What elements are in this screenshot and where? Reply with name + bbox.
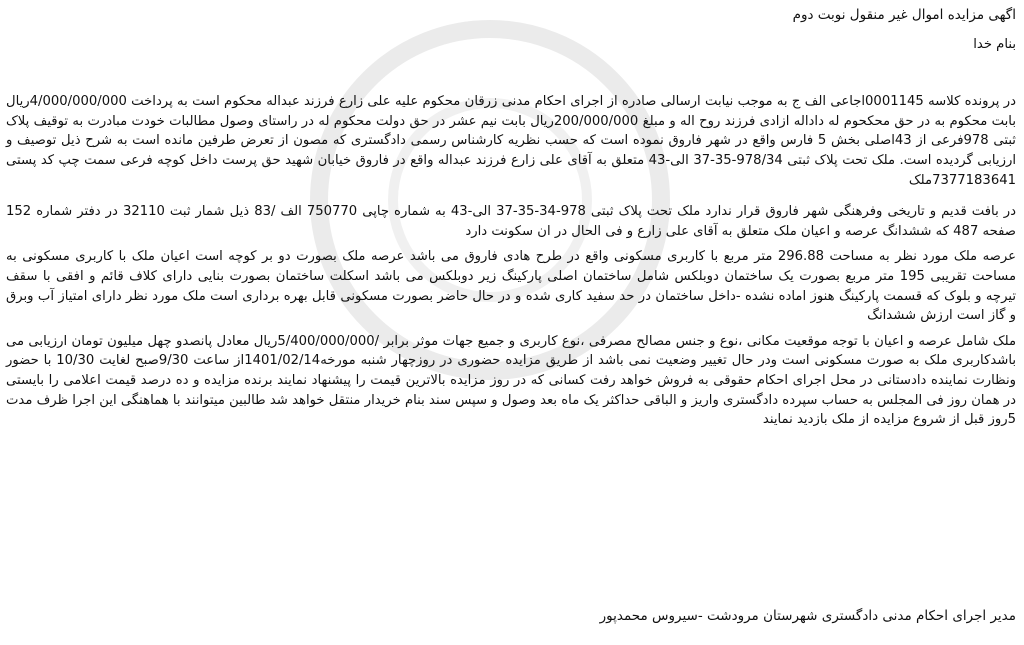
- paragraph-property-description: عرصه ملک مورد نظر به مساحت 296.88 متر مربع با کاربری مسکونی واقع در طرح هادی فاروق می باشد عرصه ملک بصورت دو بر کوچه است اعیان ملک با کاربری مسکونی به مساحت تقریبی 195 متر مربع بصورت یک ساختمان دوبلکس شامل ساختمان اصلی پارکینگ زیر دوبلکس می باشد اسکلت ساختمان بصورت بنایی دارای کلاف قائم و افقی با سقف تیرچه و بلوک که قسمت پارکینگ هنوز اماده نشده -داخل ساختمان در حد سفید کاری شده و در حال حاضر بصورت مسکونی قابل بهره برداری است ملک مورد نظر دارای امتیاز آب وبرق و گاز است ارزش ششدانگ: [6, 249, 1017, 324]
- document-body: [6, 6, 1016, 430]
- paragraph-case-details: در پرونده کلاسه 0001145اجاعی الف ج به موجب نیابت ارسالی صادره از اجرای احکام مدنی زرقان محکوم علیه علی زارع فرزند عبداله محکوم است به پرداخت 4/000/000/000ریال بابت محکوم به در حق محکحوم له داداله ازادی فرزند روح اله و مبلغ 200/000/000ریال بابت نیم عشر در حق دولت محکوم له در راستای وصول مطالبات خودت مبادرت به توقیف پلاک ثبتی 978فرعی از 43اصلی بخش 5 فارس واقع در شهر فاروق نموده است که حسب نظریه کارشناس رسمی دادگستری که مصون از تعرض طرفین مانده است به شرح ذیل توصیف و ارزیابی گردیده است. ملک تحت پلاک ثبتی 978/34-35-37 الی-43 متعلق به آقای علی زارع فرزند عبداله واقع در فاروق خیابان شهید حق پرست داخل کوچه فرعی سمت چپ کد پستی 7377183641ملک: [6, 94, 1016, 188]
- paragraph-auction-terms: ملک شامل عرصه و اعیان با توجه موقعیت مکانی ،نوع و جنس مصالح مصرفی ،نوع کاربری و جمیع جهات موثر برابر /5/400/000/000ریال معادل پانصدو چهل میلیون تومان ارزیابی می باشدکاربری ملک به صورت مسکونی است ودر حال تغییر وضعیت نمی باشد از طریق مزایده حضوری در روزچهار شنبه مورخه1401/02/14از ساعت 9/30صبح لغایت 10/30 با حضور ونظارت نماینده دادستانی در محل اجرای احکام حقوقی به فروش خواهد رفت کسانی که در روز مزایده بالاترین قیمت را پیشنهاد نمایند برنده مزایده و ده درصد قیمت اعلامی را بایستی در همان روز فی المجلس به حساب سپرده دادگستری واریز و الباقی حداکثر یک ماه بعد وصول و سپس سند بنام خریدار منتقل خواهد شد طالبین میتوانند با هماهنگی این اجرا ظرف مدت 5روز قبل از شروع مزایده از ملک بازدید نمایند: [6, 333, 1017, 428]
- document-title: اگهی مزایده اموال غیر منقول نوبت دوم: [792, 7, 1016, 23]
- paragraph-registration: در بافت قدیم و تاریخی وفرهنگی شهر فاروق قرار ندارد ملک تحت پلاک ثبتی 978-34-35-37 الی-43 به شماره چاپی 750770 الف /83 ذیل شمار ثبت 32110 در دفتر شماره 152 صفحه 487 که ششدانگ عرصه و اعیان ملک متعلق به آقای علی زارع و فی الحال در ان سکونت دارد: [6, 204, 1017, 239]
- opening-line: بنام خدا: [973, 36, 1016, 52]
- signature-line: مدیر اجرای احکام مدنی دادگستری شهرستان مرودشت -سیروس محمدپور: [599, 608, 1016, 624]
